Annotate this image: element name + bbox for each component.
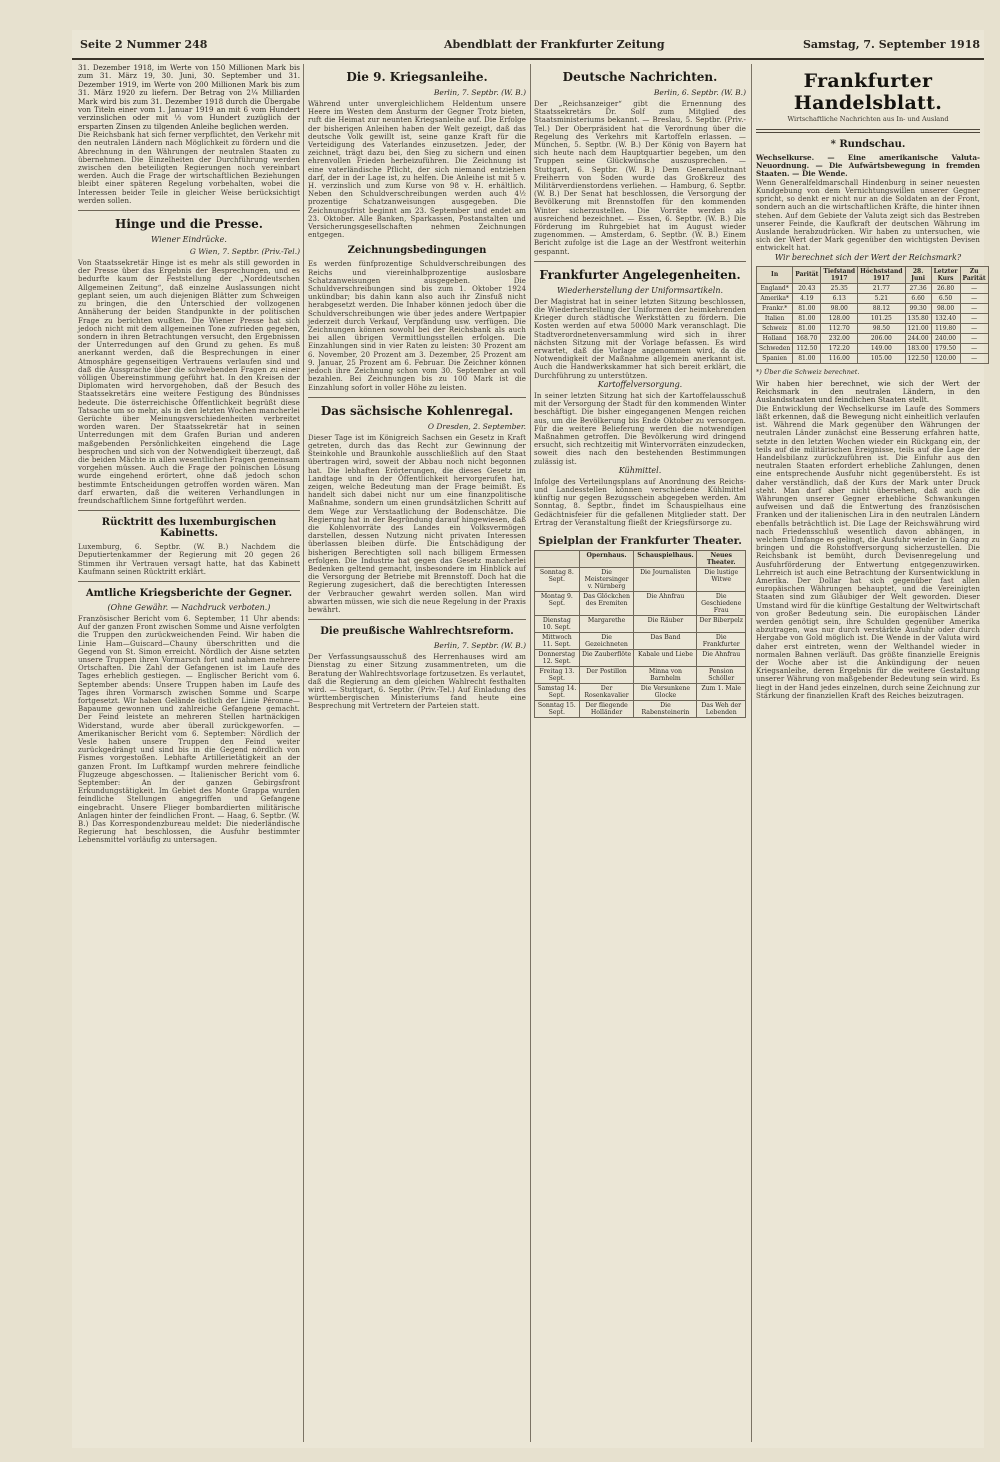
column-rule bbox=[530, 64, 531, 1442]
rate-cell: 112.70 bbox=[821, 323, 858, 333]
rate-cell: — bbox=[960, 323, 988, 333]
rate-cell: Schweiz bbox=[757, 323, 793, 333]
body-text-block: Der Verfassungsausschuß des Herrenhauses wird am Dienstag zu einer Sitzung zusammentreten, um die Beratung der Wahlrechtsvorlage fortzusetzen. Es verlautet, daß die Regierung an dem gleichen Wahlrecht festhalten wird. — Stuttgart, 6. Septbr. (Priv.-Tel.) Auf Einladung des württembergischen Ministeriums fand heute eine Besprechung mit Vertretern der Parteien statt. bbox=[308, 653, 526, 711]
rate-row bbox=[757, 303, 989, 313]
theater-header bbox=[535, 550, 580, 567]
theater-row bbox=[535, 649, 746, 666]
article-heading: Die preußische Wahlrechtsreform. bbox=[320, 626, 514, 638]
rate-header: In bbox=[757, 266, 793, 283]
theater-cell: Sonntag 8. Sept. bbox=[535, 567, 580, 591]
theater-cell: Margarethe bbox=[579, 615, 634, 632]
dateline: Berlin, 7. Septbr. (W. B.) bbox=[433, 88, 526, 97]
rate-cell: 81.00 bbox=[793, 353, 821, 363]
theater-cell: Der fliegende Holländer bbox=[579, 700, 634, 717]
rate-cell: 26.80 bbox=[931, 283, 960, 293]
rate-cell: Schweden bbox=[757, 343, 793, 353]
body-text-block: Dieser Tage ist im Königreich Sachsen ein Gesetz in Kraft getreten, durch das das Recht zur Gewinnung der Steinkohle und Braunkohle ausschließlich auf den Staat übertragen wird, soweit der Abbau noch nicht begonnen hat. Die lebhaften Erörterungen, die dieses Gesetz im Landtage und in der Öffentlichkeit hervorgerufen hat, zeigen, welche Bedeutung man der Frage beimißt. Es handelt sich dabei nicht nur um eine finanzpolitische Maßnahme, sondern um einen grundsätzlichen Schritt auf dem Wege zur Verstaatlichung der Bodenschätze. Die Regierung hat in der Begründung darauf hingewiesen, daß die Kohlenvorräte des Landes ein Volksvermögen darstellen, dessen Nutzung nicht privaten Interessen überlassen bleiben dürfe. Die Entschädigung der bisherigen Berechtigten soll nach billigem Ermessen erfolgen. Die Industrie hat gegen das Gesetz mancherlei Bedenken geltend gemacht, insbesondere im Hinblick auf die Versorgung der Betriebe mit Brennstoff. Doch hat die Regierung zugesichert, daß die berechtigten Interessen der Verbraucher gewahrt werden sollen. Man wird abwarten müssen, wie sich die neue Regelung in der Praxis bewährt. bbox=[308, 433, 526, 614]
rate-cell: 81.00 bbox=[793, 313, 821, 323]
rate-cell: 119.80 bbox=[931, 323, 960, 333]
rate-header: Parität bbox=[793, 266, 821, 283]
rate-cell: 21.77 bbox=[858, 283, 905, 293]
rate-header: Tiefstand 1917 bbox=[821, 266, 858, 283]
page-number: Seite 2 Nummer 248 bbox=[80, 38, 208, 51]
rate-cell: 132.40 bbox=[931, 313, 960, 323]
body-text-block: Luxemburg, 6. Septbr. (W. B.) Nachdem die Deputiertenkammer der Regierung mit 20 gegen 26 Stimmen ihr Vertrauen versagt hatte, hat das Kabinett Kaufmann seinen Rücktritt erklärt. bbox=[78, 543, 300, 576]
intro-paragraph: 31. Dezember 1918, im Werte von 150 Millionen Mark bis zum 31. März 19, 30. Juni, 30. September und 31. Dezember 1919, im Werte von 200 Millionen Mark bis zum 31. März 1920 zu liefern. Der Betrag von 2¼ Milliarden Mark wird bis zum 31. Dezember 1918 durch die Übergabe von Titeln einer vom 1. Januar 1919 an mit 6 vom Hundert verzinslichen oder mit ⅓ vom Hundert zuzüglich der ersparten Zinsen zu tilgenden Anleihe beglichen werden. bbox=[78, 63, 300, 131]
rate-cell: 6.60 bbox=[905, 293, 931, 303]
rate-cell: — bbox=[960, 343, 988, 353]
article-subheading: Wiener Eindrücke. bbox=[151, 235, 227, 245]
rate-cell: 27.36 bbox=[905, 283, 931, 293]
rate-cell: 168.70 bbox=[793, 333, 821, 343]
rate-row bbox=[757, 343, 989, 353]
theater-cell: Das Glöckchen des Eremiten bbox=[579, 591, 634, 615]
article-subheading: Kühmittel. bbox=[618, 465, 662, 475]
theater-cell: Der Postillon bbox=[579, 666, 634, 683]
theater-cell: Die Geschiedene Frau bbox=[697, 591, 746, 615]
rate-cell: 120.00 bbox=[931, 353, 960, 363]
theater-cell: Die Gezeichneten bbox=[579, 632, 634, 649]
rate-cell: 122.50 bbox=[905, 353, 931, 363]
article-heading: Deutsche Nachrichten. bbox=[562, 70, 718, 84]
divider bbox=[78, 210, 300, 211]
theater-cell: Minna von Barnhelm bbox=[634, 666, 697, 683]
article-heading: Hinge und die Presse. bbox=[115, 217, 263, 232]
theater-cell: Das Band bbox=[634, 632, 697, 649]
body-text-block: Der „Reichsanzeiger“ gibt die Ernennung des Staatssekretärs Dr. Solf zum Mitglied des Staatsministeriums bekannt. — Breslau, 5. Septbr. (Priv.-Tel.) Der Oberpräsident hat die Verordnung über die Regelung des Verkehrs mit Kartoffeln erlassen. — München, 5. Septbr. (W. B.) Der König von Bayern hat sich heute nach dem Hauptquartier begeben, um den Truppen seine Glückwünsche auszusprechen. — Stuttgart, 6. Septbr. (W. B.) Dem Generalleutnant Freiherrn von Soden wurde das Großkreuz des Militärverdienstordens verliehen. — Hamburg, 6. Septbr. (W. B.) Der Senat hat beschlossen, die Versorgung der Bevölkerung mit Brennstoffen für den kommenden Winter sicherzustellen. Die Vorräte werden als ausreichend bezeichnet. — Essen, 6. Septbr. (W. B.) Die Förderung im Ruhrgebiet hat im August wieder zugenommen. — Amsterdam, 6. Septbr. (W. B.) Einem Bericht zufolge ist die Lage an der Westfront weiterhin gespannt. bbox=[534, 100, 746, 256]
column-4 bbox=[756, 64, 986, 1442]
theater-row bbox=[535, 615, 746, 632]
rate-cell: 81.00 bbox=[793, 303, 821, 313]
rate-row bbox=[757, 353, 989, 363]
rate-cell: 244.00 bbox=[905, 333, 931, 343]
theater-cell: Sonntag 15. Sept. bbox=[535, 700, 580, 717]
theater-row bbox=[535, 683, 746, 700]
divider bbox=[78, 581, 300, 582]
body-text-block: Französischer Bericht vom 6. September, 11 Uhr abends: Auf der ganzen Front zwischen Somme und Aisne verfolgten die Truppen den zurückweichenden Feind. Wir haben die Linie Ham—Guiscard—Chauny überschritten und die Gegend von St. Simon erreicht. Nördlich der Aisne setzten unsere Truppen ihren Vormarsch fort und nahmen mehrere Ortschaften. Die Zahl der Gefangenen ist im Laufe des Tages erheblich gestiegen. — Englischer Bericht vom 6. September abends: Unsere Truppen haben im Laufe des Tages ihren Vormarsch zwischen Somme und Scarpe fortgesetzt. Wir haben Gelände östlich der Linie Péronne—Bapaume gewonnen und zahlreiche Gefangene gemacht. Der Feind leistete an mehreren Stellen hartnäckigen Widerstand, wurde aber überall zurückgeworfen. — Amerikanischer Bericht vom 6. September: Nördlich der Vesle haben unsere Truppen den Feind weiter zurückgedrängt und sind bis in die Gegend nördlich von Fismes vorgestoßen. Lebhafte Artillerietätigkeit an der ganzen Front. Im Luftkampf wurden mehrere feindliche Flugzeuge abgeschossen. — Italienischer Bericht vom 6. September: An der ganzen Gebirgsfront Erkundungstätigkeit. Im Gebiet des Monte Grappa wurden feindliche Stellungen angegriffen und Gefangene eingebracht. Unsere Flieger bombardierten militärische Anlagen hinter der feindlichen Front. — Haag, 6. Septbr. (W. B.) Das Korrespondenzbureau meldet: Die niederländische Regierung hat beschlossen, die Ausfuhr bestimmter Lebensmittel vorläufig zu untersagen. bbox=[78, 614, 300, 845]
rate-cell: 81.00 bbox=[793, 323, 821, 333]
theater-cell: Die Meistersinger v. Nürnberg bbox=[579, 567, 634, 591]
theater-cell: Die Frankfurter bbox=[697, 632, 746, 649]
rate-row bbox=[757, 283, 989, 293]
lead-summary: Wechselkurse. — Eine amerikanische Valuta-Neuordnung. — Die Aufwärtsbewegung in fremden Staaten. — Die Wende. bbox=[756, 152, 980, 179]
page-header bbox=[72, 30, 984, 60]
rate-cell: — bbox=[960, 303, 988, 313]
theater-header: Schauspielhaus. bbox=[634, 550, 697, 567]
theater-schedule-title: Spielplan der Frankfurter Theater. bbox=[538, 534, 742, 547]
rate-cell: 5.21 bbox=[858, 293, 905, 303]
rate-cell: 183.00 bbox=[905, 343, 931, 353]
rate-cell: 179.50 bbox=[931, 343, 960, 353]
rate-row bbox=[757, 333, 989, 343]
theater-cell: Pension Schöller bbox=[697, 666, 746, 683]
article-heading: Das sächsische Kohlenregal. bbox=[320, 403, 514, 418]
rate-cell: 101.25 bbox=[858, 313, 905, 323]
newspaper-page bbox=[72, 30, 984, 1448]
theater-row bbox=[535, 666, 746, 683]
body-text-block: Wenn Generalfeldmarschall Hindenburg in seiner neuesten Kundgebung von dem Vernichtungswillen unserer Gegner spricht, so denkt er nicht nur an die Soldaten an der Front, sondern auch an die wirtschaftlichen Kräfte, die hinter ihnen stehen. Auf dem Gebiete der Valuta zeigt sich das Bestreben unserer Feinde, die Kaufkraft der deutschen Währung im Auslande herabzudrücken. Wir haben zu untersuchen, wie sich der Wert der Mark gegenüber den wichtigsten Devisen entwickelt hat. bbox=[756, 178, 980, 253]
rate-header: Höchststand 1917 bbox=[858, 266, 905, 283]
rate-cell: 105.00 bbox=[858, 353, 905, 363]
exchange-rate-table bbox=[756, 266, 989, 364]
theater-cell: Die Ahnfrau bbox=[634, 591, 697, 615]
article-paragraph: Wir haben hier berechnet, wie sich der Wert der Reichsmark in den neutralen Ländern, in den Auslandsstaaten und feindlichen Staaten stellt. bbox=[756, 378, 980, 405]
article-heading: Die 9. Kriegsanleihe. bbox=[346, 70, 488, 84]
rate-cell: — bbox=[960, 333, 988, 343]
rate-cell: 98.00 bbox=[931, 303, 960, 313]
article-heading: Amtliche Kriegsberichte der Gegner. bbox=[85, 587, 293, 599]
article-subheading: Wiederherstellung der Uniformsartikeln. bbox=[556, 285, 724, 295]
article-heading: Frankfurter Angelegenheiten. bbox=[539, 267, 741, 282]
table-footnote: *) Über die Schweiz berechnet. bbox=[756, 367, 860, 376]
body-text-block: Die Reichsbank hat sich ferner verpflichtet, den Verkehr mit den neutralen Ländern nach Möglichkeit zu fördern und die Abrechnung in den Währungen der neutralen Staaten zu übernehmen. Die Einzelheiten der Durchführung werden zwischen den beteiligten Regierungen noch vereinbart werden. Auch die Frage der wirtschaftlichen Beziehungen bleibt einer späteren Regelung vorbehalten, wobei die Interessen beider Teile in gleicher Weise berücksichtigt werden sollen. bbox=[78, 131, 300, 205]
rate-cell: 98.50 bbox=[858, 323, 905, 333]
rate-cell: 240.00 bbox=[931, 333, 960, 343]
body-text-block: Infolge des Verteilungsplans auf Anordnung des Reichs- und Landesstellen können verschiedene Kühlmittel künftig nur gegen Bezugsschein abgegeben werden. Am Sonntag, 8. Septbr., findet im Schauspielhaus eine Gedächtnisfeier für die gefallenen Mitglieder statt. Der Ertrag der Veranstaltung fließt der Kriegsfürsorge zu. bbox=[534, 477, 746, 527]
theater-header: Neues Theater. bbox=[697, 550, 746, 567]
column-rule bbox=[751, 64, 752, 1442]
theater-cell: Die Rabensteinerin bbox=[634, 700, 697, 717]
rate-cell: 112.50 bbox=[793, 343, 821, 353]
theater-cell: Kabale und Liebe bbox=[634, 649, 697, 666]
rate-cell: 172.20 bbox=[821, 343, 858, 353]
rate-cell: England* bbox=[757, 283, 793, 293]
rate-cell: 98.00 bbox=[821, 303, 858, 313]
rate-cell: 149.00 bbox=[858, 343, 905, 353]
rate-cell: Spanien bbox=[757, 353, 793, 363]
body-text-block: Der Magistrat hat in seiner letzten Sitzung beschlossen, die Wiederherstellung der Uniformen der heimkehrenden Krieger durch städtische Werkstätten zu fördern. Die Kosten werden auf etwa 50000 Mark veranschlagt. Die Stadtverordnetenversammlung wird sich in ihrer nächsten Sitzung mit der Vorlage befassen. Es wird erwartet, daß die Vorlage angenommen wird, da die Notwendigkeit der Maßnahme allgemein anerkannt ist. Auch die Handwerkskammer hat sich bereit erklärt, die Durchführung zu unterstützen. bbox=[534, 297, 746, 380]
rate-cell: 135.80 bbox=[905, 313, 931, 323]
article-subheading: Zeichnungsbedingungen bbox=[347, 245, 487, 257]
theater-cell: Die Ahnfrau bbox=[697, 649, 746, 666]
theater-cell: Donnerstag 12. Sept. bbox=[535, 649, 580, 666]
rate-cell: — bbox=[960, 353, 988, 363]
rate-row bbox=[757, 313, 989, 323]
divider bbox=[534, 261, 746, 262]
theater-schedule-table bbox=[534, 550, 746, 718]
theater-cell: Freitag 13. Sept. bbox=[535, 666, 580, 683]
dateline: Berlin, 7. Septbr. (W. B.) bbox=[433, 641, 526, 651]
article-heading: Rücktritt des luxemburgischen Kabinetts. bbox=[101, 517, 277, 540]
theater-cell: Die Journalisten bbox=[634, 567, 697, 591]
theater-row bbox=[535, 567, 746, 591]
rate-cell: 20.43 bbox=[793, 283, 821, 293]
rate-row bbox=[757, 323, 989, 333]
section-masthead: Frankfurter Handelsblatt. bbox=[793, 70, 943, 114]
divider bbox=[308, 397, 526, 398]
divider bbox=[756, 129, 980, 133]
rate-header: Letzter Kurs bbox=[931, 266, 960, 283]
theater-cell: Mittwoch 11. Sept. bbox=[535, 632, 580, 649]
theater-cell: Die Zauberflöte bbox=[579, 649, 634, 666]
rate-cell: Holland bbox=[757, 333, 793, 343]
theater-cell: Dienstag 10. Sept. bbox=[535, 615, 580, 632]
rate-cell: 121.00 bbox=[905, 323, 931, 333]
rate-cell: Italien bbox=[757, 313, 793, 323]
rate-cell: — bbox=[960, 293, 988, 303]
theater-row bbox=[535, 700, 746, 717]
dateline: Berlin, 6. Septbr. (W. B.) bbox=[653, 88, 746, 97]
rate-header: Zu Parität bbox=[960, 266, 988, 283]
rate-cell: 4.19 bbox=[793, 293, 821, 303]
divider bbox=[308, 619, 526, 620]
theater-row bbox=[535, 632, 746, 649]
theater-cell: Zum 1. Male bbox=[697, 683, 746, 700]
rate-cell: Amerika* bbox=[757, 293, 793, 303]
column-1 bbox=[78, 64, 300, 1442]
theater-cell: Samstag 14. Sept. bbox=[535, 683, 580, 700]
rate-cell: 88.12 bbox=[858, 303, 905, 313]
table-caption: Wir berechnet sich der Wert der Reichsmark? bbox=[774, 252, 962, 262]
rate-cell: 128.00 bbox=[821, 313, 858, 323]
article-subheading: Kartoffelversorgung. bbox=[597, 379, 683, 389]
column-3 bbox=[534, 64, 746, 1442]
newspaper-title: Abendblatt der Frankfurter Zeitung bbox=[444, 38, 665, 51]
rate-header: 28. Juni bbox=[905, 266, 931, 283]
column-rule bbox=[303, 64, 304, 1442]
dateline: O Dresden, 2. September. bbox=[427, 421, 526, 431]
column-2 bbox=[308, 64, 526, 1442]
theater-cell: Die lustige Witwe bbox=[697, 567, 746, 591]
divider bbox=[78, 510, 300, 511]
dateline: G Wien, 7. Septbr. (Priv.-Tel.) bbox=[189, 247, 300, 257]
rate-cell: — bbox=[960, 283, 988, 293]
rate-cell: 116.00 bbox=[821, 353, 858, 363]
masthead-subtitle: Wirtschaftliche Nachrichten aus In- und Ausland bbox=[787, 115, 949, 123]
rate-row bbox=[757, 293, 989, 303]
rate-cell: 99.30 bbox=[905, 303, 931, 313]
theater-cell: Die Versunkene Glocke bbox=[634, 683, 697, 700]
body-text-block: Von Staatssekretär Hinge ist es mehr als still geworden in der Presse über das Ergebnis der Besprechungen, und es bedurfte kaum der Feststellung der „Norddeutschen Allgemeinen Zeitung“, daß einzelne Auslassungen nicht geplant seien, um auch diejenigen Blätter zum Schweigen zu bringen, die den Unterschied der vollzogenen Annäherung der beiden Standpunkte in der politischen Frage zu berichten wußten. Die Wiener Presse hat sich jedoch nicht mit dem allgemeinen Tone zufrieden gegeben, sondern in ihren Betrachtungen versucht, den Ergebnissen der Unterredungen auf den Grund zu gehen. Es muß anerkannt werden, daß die Besprechungen in einer Atmosphäre gegenseitigen Vertrauens verlaufen sind und daß die Aussprache über die schwebenden Fragen zu einer völligen Übereinstimmung geführt hat. In den Kreisen der Diplomaten wird hervorgehoben, daß der Besuch des Staatssekretärs eine weitere Festigung des Bündnisses bedeute. Die österreichische Öffentlichkeit begrüßt diese Tatsache um so mehr, als in den letzten Wochen mancherlei Gerüchte über Meinungsverschiedenheiten verbreitet worden waren. Der Staatssekretär hat in seinen Unterredungen mit dem Grafen Burian und anderen maßgebenden Persönlichkeiten eingehend die Lage besprochen und sich von der Notwendigkeit überzeugt, daß die beiden Mächte in allen wesentlichen Fragen gemeinsam vorgehen müssen. Auch die Frage der polnischen Lösung wurde eingehend erörtert, ohne daß jedoch schon bestimmte Entscheidungen getroffen worden wären. Man darf erwarten, daß die weiteren Verhandlungen in freundschaftlichem Sinne fortgeführt werden. bbox=[78, 259, 300, 505]
theater-row bbox=[535, 591, 746, 615]
body-text-block: In seiner letzten Sitzung hat sich der Kartoffelausschuß mit der Versorgung der Stadt für den kommenden Winter beschäftigt. Die bisher eingegangenen Mengen reichen aus, um die Bevölkerung bis Ende Oktober zu versorgen. Für die weitere Belieferung werden die notwendigen Maßnahmen getroffen. Die Bevölkerung wird dringend ersucht, sich rechtzeitig mit Wintervorräten einzudecken, soweit dies nach den bestehenden Bestimmungen zulässig ist. bbox=[534, 391, 746, 466]
body-text-block: Es werden fünfprozentige Schuldverschreibungen des Reichs und viereinhalbprozentige auslosbare Schatzanweisungen ausgegeben. Die Schuldverschreibungen sind bis zum 1. Oktober 1924 unkündbar; bis dahin kann also auch ihr Zinsfuß nicht herabgesetzt werden. Die Inhaber können jedoch über die Schuldverschreibungen wie über jedes andere Wertpapier jederzeit durch Verkauf, Verpfändung usw. verfügen. Die Zeichnungen können sowohl bei der Reichsbank als auch bei allen übrigen Vermittlungsstellen erfolgen. Die Einzahlungen sind in vier Raten zu leisten: 30 Prozent am 6. November, 20 Prozent am 3. Dezember, 25 Prozent am 9. Januar, 25 Prozent am 6. Februar. Die Zeichner können jedoch ihre Zeichnung schon vom 30. September an voll bezahlen. Bei Zeichnungen bis zu 100 Mark ist die Einzahlung sofort in voller Höhe zu leisten. bbox=[308, 260, 526, 392]
rate-cell: 6.13 bbox=[821, 293, 858, 303]
rate-cell: 6.50 bbox=[931, 293, 960, 303]
rate-cell: 206.00 bbox=[858, 333, 905, 343]
body-text-block: Während unter unvergleichlichem Heldentum unsere Heere im Westen dem Ansturm der Gegner Trotz bieten, ruft die Heimat zur neunten Kriegsanleihe auf. Die Erfolge der bisherigen Anleihen haben der Welt gezeigt, daß das deutsche Volk gewillt ist, seine ganze Kraft für die Verteidigung des Vaterlandes einzusetzen. Jeder, der zeichnet, trägt dazu bei, den Sieg zu sichern und einen ehrenvollen Frieden herbeizuführen. Die Zeichnung ist eine vaterländische Pflicht, der sich niemand entziehen darf, der in der Lage ist, zu helfen. Die Anleihe ist mit 5 v. H. verzinslich und zum Kurse von 98 v. H. erhältlich. Neben den Schuldverschreibungen werden auch 4½ prozentige Schatzanweisungen ausgegeben. Die Zeichnungsfrist beginnt am 23. September und endet am 23. Oktober. Alle Banken, Sparkassen, Postanstalten und Versicherungsgesellschaften nehmen Zeichnungen entgegen. bbox=[308, 100, 526, 240]
rate-cell: 232.00 bbox=[821, 333, 858, 343]
issue-date: Samstag, 7. September 1918 bbox=[802, 38, 980, 51]
theater-cell: Der Biberpelz bbox=[697, 615, 746, 632]
theater-cell: Montag 9. Sept. bbox=[535, 591, 580, 615]
theater-header: Opernhaus. bbox=[579, 550, 634, 567]
theater-cell: Die Räuber bbox=[634, 615, 697, 632]
rate-cell: Frankr.* bbox=[757, 303, 793, 313]
body-text-block: Die Entwicklung der Wechselkurse im Laufe des Sommers läßt erkennen, daß die Bewegung nicht einheitlich verlaufen ist. Während die Mark gegenüber den Währungen der neutralen Länder zunächst eine Besserung erfahren hatte, setzte in den letzten Wochen wieder ein Rückgang ein, der teils auf die militärischen Ereignisse, teils auf die Lage der Handelsbilanz zurückzuführen ist. Die Einfuhr aus den neutralen Staaten erfordert erhebliche Zahlungen, denen eine entsprechende Ausfuhr nicht gegenübersteht. Es ist daher verständlich, daß der Kurs der Mark unter Druck steht. Man darf aber nicht übersehen, daß auch die Währungen unserer Gegner erhebliche Schwankungen aufweisen und daß die Entwertung des französischen Franken und der italienischen Lira in den neutralen Ländern ebenfalls beträchtlich ist. Die Lage der Reichswährung wird nach Friedensschluß wesentlich davon abhängen, in welchem Umfange es gelingt, die Ausfuhr wieder in Gang zu bringen und die Rohstoffversorgung sicherzustellen. Die Reichsbank ist bemüht, durch Devisenregelung und Ausfuhrförderung der Entwertung entgegenzuwirken. Lehrreich ist auch eine Betrachtung der Kursentwicklung in Amerika. Der Dollar hat sich gegenüber fast allen europäischen Währungen behauptet, und die Vereinigten Staaten sind zum Gläubiger der Welt geworden. Dieser Umstand wird für die künftige Gestaltung der Weltwirtschaft von großer Bedeutung sein. Die europäischen Länder werden genötigt sein, ihre Schulden gegenüber Amerika abzutragen, was nur durch verstärkte Ausfuhr oder durch Hergabe von Gold möglich ist. Die Wende in der Valuta wird daher erst eintreten, wenn der Welthandel wieder in normalen Bahnen verläuft. Das größte finanzielle Ereignis der Woche aber ist die Ankündigung der neuen Kriegsanleihe, deren Ergebnis für die weitere Gestaltung unserer Währung von maßgebender Bedeutung sein wird. Es liegt in der Hand jedes einzelnen, durch seine Zeichnung zur Stärkung der finanziellen Kraft des Reiches beizutragen. bbox=[756, 404, 980, 700]
rate-cell: 25.35 bbox=[821, 283, 858, 293]
article-subheading: (Ohne Gewähr. — Nachdruck verboten.) bbox=[107, 602, 271, 612]
rate-cell: — bbox=[960, 313, 988, 323]
article-heading: * Rundschau. bbox=[830, 138, 906, 150]
theater-cell: Der Rosenkavalier bbox=[579, 683, 634, 700]
theater-cell: Das Weh der Lebenden bbox=[697, 700, 746, 717]
